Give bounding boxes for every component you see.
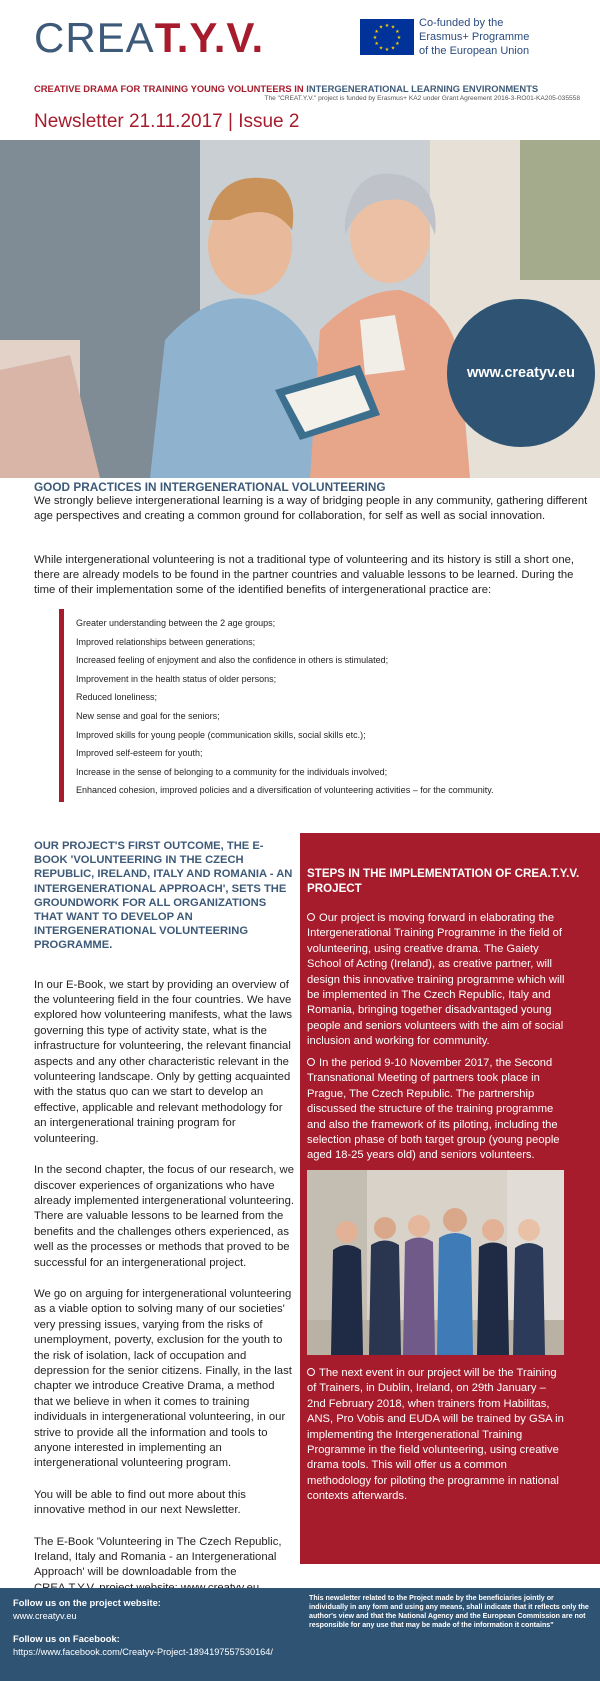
list-item: New sense and goal for the seniors; xyxy=(76,710,220,721)
svg-text:★: ★ xyxy=(395,41,400,47)
svg-text:★: ★ xyxy=(378,45,384,52)
circle-bullet-icon xyxy=(307,913,315,921)
eu-cofunded-text xyxy=(419,16,589,58)
team-illustration xyxy=(307,1170,564,1355)
svg-text:★: ★ xyxy=(372,35,378,41)
footer xyxy=(0,1588,600,1681)
ebook-paragraph: In the second chapter, the focus of our research, we discover experiences of organizations who have already implemented intergenerational volunteering. There are valuable lessons to be learned from the benefits and the challenges others experienced, as well as the processes or methods that proved to be successful for an intergenerational project. xyxy=(34,1164,294,1269)
facebook-label: Follow us on Facebook: xyxy=(13,1633,120,1644)
svg-text:★: ★ xyxy=(374,41,379,47)
creatyv-logo xyxy=(34,14,264,62)
circle-bullet-icon xyxy=(307,1368,315,1376)
step-text: In the period 9-10 November 2017, the Second Transnational Meeting of partners took place in Prague, The Czech Republic. The partnership discussed the structure of the training programme and also the framework of its piloting, including the selection phase of both target group (young people aged 18-25 years old) and seniors volunteers. xyxy=(307,1057,560,1162)
step-item xyxy=(307,1056,565,1164)
step-text: Our project is moving forward in elaborating the Intergenerational Training Programme in the field of volunteering, using creative drama. The Gaiety School of Acting (Ireland), as creative partner, will design this innovative training programme which will be implemented in The Czech Republic, Italy and Romania, bringing together disadvantaged young people and seniors volunteers with the aim of social inclusion and working for community. xyxy=(307,912,565,1048)
tagline-blue: INTERGENERATIONAL LEARNING ENVIRONMENTS xyxy=(306,83,539,94)
list-item: Greater understanding between the 2 age groups; xyxy=(76,618,276,628)
svg-text:★: ★ xyxy=(378,24,384,31)
benefits-list xyxy=(59,609,589,802)
website-label: Follow us on the project website: xyxy=(13,1597,161,1608)
project-tagline xyxy=(34,83,538,94)
svg-text:★: ★ xyxy=(390,24,396,31)
step-item xyxy=(307,911,565,1050)
good-practices-intro: We strongly believe intergenerational learning is a way of bridging people in any community, gathering different age perspectives and creating a common ground for collaboration, for self as well as social innovation. xyxy=(34,495,588,522)
steps-title: STEPS IN THE IMPLEMENTATION OF CREA.T.Y.V. PROJECT xyxy=(307,867,580,895)
good-practices-context: While intergenerational volunteering is not a traditional type of volunteering and its history is still a short one, there are already models to be found in the partner countries and valuable lessons to be learned. During the time of their implementation some of the identified benefits of intergenerational practice are: xyxy=(34,554,575,596)
list-item: Improved skills for young people (communication skills, social skills etc.); xyxy=(76,729,366,740)
svg-text:★: ★ xyxy=(396,35,402,41)
tagline-red: CREATIVE DRAMA FOR TRAINING YOUNG VOLUNTEERS IN xyxy=(34,83,307,94)
good-practices-title: GOOD PRACTICES IN INTERGENERATIONAL VOLUNTEERING xyxy=(34,480,386,494)
funding-note: The "CREAT.Y.V." project is funded by Erasmus+ KA2 under Grant Agreement 2016-3-RO01-KA205-035558 xyxy=(264,95,580,102)
list-item: Increase in the sense of belonging to a community for the individuals involved; xyxy=(76,766,388,777)
eu-flag-icon xyxy=(360,19,414,55)
step-item xyxy=(307,1366,565,1505)
header xyxy=(0,0,600,140)
website-link[interactable]: www.creatyv.eu xyxy=(13,1611,77,1621)
eu-line: Erasmus+ Programme xyxy=(419,31,530,43)
step-text: The next event in our project will be the Training of Trainers, in Dublin, Ireland, on 29th January – 2nd February 2018, when trainers from Habilitas, ANS, Pro Vobis and EUDA will be trained by GSA in implementing the Intergenerational Training Programme in the field volunteering, using creative drama tools. This will offer us a common methodology for piloting the programme in national contexts afterwards. xyxy=(307,1367,564,1503)
ebook-paragraph: The E-Book 'Volunteering in The Czech Republic, Ireland, Italy and Romania - an Intergenerational Approach' will be downloadable from the xyxy=(34,1535,282,1579)
logo-accent: T.Y.V. xyxy=(154,14,265,61)
list-item: Improved self-esteem for youth; xyxy=(76,748,203,759)
svg-text:★: ★ xyxy=(374,29,379,35)
newsletter-title: Newsletter 21.11.2017 | Issue 2 xyxy=(34,111,300,132)
list-item: Improved relationships between generations; xyxy=(76,636,256,647)
svg-text:★: ★ xyxy=(390,45,396,52)
svg-text:★: ★ xyxy=(395,29,400,35)
svg-text:★: ★ xyxy=(384,47,390,53)
disclaimer: This newsletter related to the Project made by the beneficiaries jointly or individually in any form and using any means, shall indicate that it reflects only the author's view and that the National Agency and the European Commission are not responsible for any use that may be made of the information it contains" xyxy=(309,1594,589,1629)
ebook-column xyxy=(34,839,296,1596)
list-item: Reduced loneliness; xyxy=(76,692,158,703)
svg-text:★: ★ xyxy=(384,23,390,29)
ebook-paragraph: We go on arguing for intergenerational volunteering as a viable option to solving many of our societies' very pressing issues, varying from the risks of unemployment, poverty, exclusion for the youth to the risk of isolation, lack of occupation and depression for the senior citizens. Finally, in the last chapter we introduce Creative Drama, a method that we believe in when it comes to training individuals in intergenerational volunteering, in our strive to provide all the information and tools to anyone interested in implementing an intergenerational volunteering program. xyxy=(34,1287,292,1470)
list-item: Enhanced cohesion, improved policies and a diversification of volunteering activities – for the community. xyxy=(76,785,494,796)
facebook-link[interactable]: https://www.facebook.com/Creatyv-Project-1894197557530164/ xyxy=(13,1647,273,1657)
eu-line: of the European Union xyxy=(419,45,530,57)
website-badge[interactable]: www.creatyv.eu xyxy=(447,299,595,447)
ebook-paragraph: In our E-Book, we start by providing an overview of the volunteering field in the four countries. We have explored how volunteering manifests, what the laws governing this type of activity state, what is the infrastructure for volunteering, the relevant financial aspects and any other characteristic relevant in the volunteering landscape. Only by getting acquainted with the status quo can we start to develop an effective, applicable and relevant methodology for an intergenerational training program for volunteering. xyxy=(34,978,293,1145)
eu-line: Co-funded by the xyxy=(419,17,504,29)
list-item: Improvement in the health status of older persons; xyxy=(76,673,277,684)
ebook-paragraph: You will be able to find out more about this innovative method in our next Newsletter. xyxy=(34,1488,246,1517)
team-photo xyxy=(307,1170,564,1355)
ebook-heading: OUR PROJECT'S FIRST OUTCOME, THE E-BOOK 'VOLUNTEERING IN THE CZECH REPUBLIC, IRELAND, ITALY AND ROMANIA - AN INTERGENERATIONAL APPROACH', SETS THE GROUNDWORK FOR ALL ORGANIZATIONS THAT WANT TO DEVELOP AN INTERGENERATIONAL VOLUNTEERING PROGRAMME. xyxy=(34,840,293,952)
circle-bullet-icon xyxy=(307,1058,315,1066)
list-item: Increased feeling of enjoyment and also the confidence in others is stimulated; xyxy=(76,655,389,666)
logo-main: CREA xyxy=(34,14,155,61)
